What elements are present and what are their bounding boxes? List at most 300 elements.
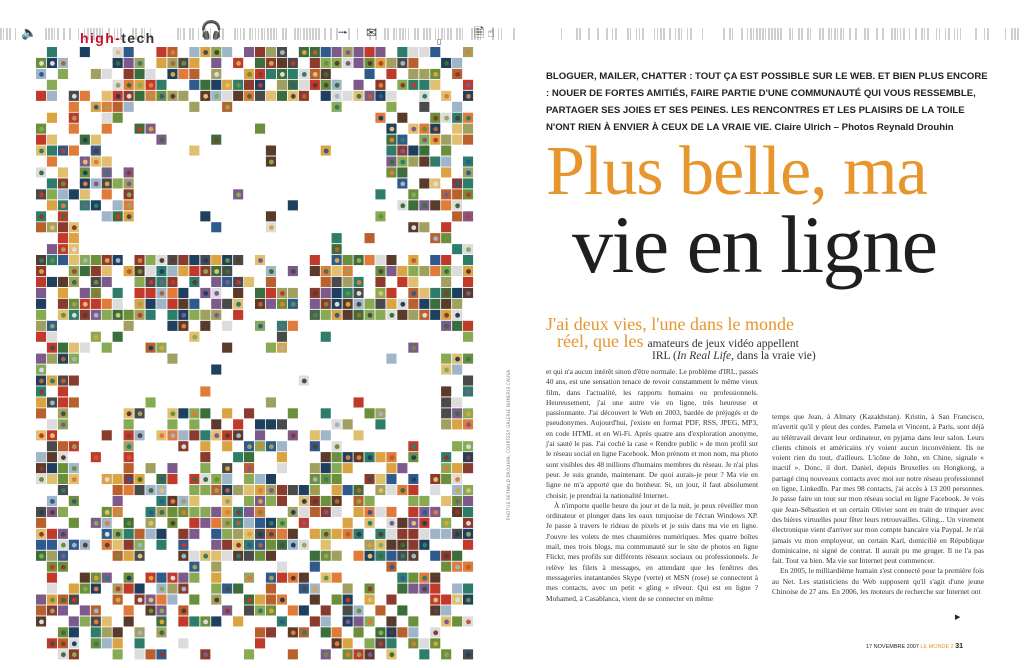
mosaic-tile — [233, 529, 243, 539]
mosaic-tile-detail — [357, 609, 362, 614]
mosaic-tile-detail — [455, 565, 460, 570]
mosaic-tile — [113, 299, 123, 309]
mosaic-tile-detail — [258, 532, 263, 537]
mosaic-tile-detail — [422, 138, 427, 143]
mosaic-tile — [397, 167, 407, 177]
mosaic-tile — [452, 211, 462, 221]
mosaic-tile — [47, 529, 57, 539]
mosaic-tile — [156, 529, 166, 539]
mosaic-tile-detail — [335, 94, 340, 99]
mosaic-tile-detail — [181, 258, 186, 263]
mosaic-tile — [36, 518, 46, 528]
mosaic-tile-detail — [411, 127, 416, 132]
mosaic-tile — [430, 485, 440, 495]
mosaic-tile — [419, 288, 429, 298]
mosaic-tile — [343, 518, 353, 528]
mosaic-tile-detail — [214, 291, 219, 296]
mosaic-tile-detail — [258, 83, 263, 88]
mosaic-tile-detail — [171, 280, 176, 285]
mosaic-tile — [69, 233, 79, 243]
mosaic-tile-detail — [269, 269, 274, 274]
mosaic-tile-detail — [335, 105, 340, 110]
mosaic-tile — [47, 474, 57, 484]
mosaic-tile-detail — [455, 72, 460, 77]
mosaic-tile-detail — [466, 192, 471, 197]
mosaic-tile — [102, 343, 112, 353]
mosaic-tile — [452, 58, 462, 68]
mosaic-tile-detail — [171, 499, 176, 504]
mosaic-tile — [211, 584, 221, 594]
mosaic-tile-detail — [444, 313, 449, 318]
mosaic-tile — [47, 178, 57, 188]
mosaic-tile-detail — [39, 620, 44, 625]
mosaic-tile-detail — [324, 83, 329, 88]
mosaic-tile-detail — [39, 477, 44, 482]
mosaic-tile-detail — [116, 214, 121, 219]
mosaic-tile — [354, 507, 364, 517]
mosaic-tile-detail — [433, 598, 438, 603]
mosaic-tile — [244, 408, 254, 418]
mosaic-tile — [277, 529, 287, 539]
mosaic-tile-detail — [203, 554, 208, 559]
author-line: Claire Ulrich – Photos Reynald Drouhin — [774, 122, 954, 133]
mosaic-tile-detail — [171, 576, 176, 581]
mosaic-tile — [452, 397, 462, 407]
mosaic-tile — [452, 244, 462, 254]
mosaic-tile-detail — [411, 554, 416, 559]
mosaic-tile-detail — [313, 83, 318, 88]
mosaic-tile-detail — [105, 543, 110, 548]
mosaic-tile-detail — [39, 171, 44, 176]
mosaic-tile-detail — [346, 50, 351, 55]
mosaic-tile-detail — [368, 641, 373, 646]
mosaic-tile — [135, 584, 145, 594]
mosaic-tile-detail — [400, 149, 405, 154]
mosaic-tile-detail — [116, 61, 121, 66]
mosaic-tile — [244, 452, 254, 462]
mosaic-tile-detail — [149, 94, 154, 99]
mosaic-tile — [332, 529, 342, 539]
mosaic-tile — [266, 343, 276, 353]
mosaic-tile — [167, 419, 177, 429]
mosaic-tile — [321, 47, 331, 57]
mosaic-tile — [211, 365, 221, 375]
mosaic-tile-detail — [379, 116, 384, 121]
mosaic-tile — [233, 584, 243, 594]
mosaic-tile — [222, 408, 232, 418]
mosaic-tile — [332, 485, 342, 495]
mosaic-tile — [58, 233, 68, 243]
mosaic-tile — [91, 255, 101, 265]
mosaic-tile-detail — [280, 335, 285, 340]
mosaic-tile-detail — [116, 83, 121, 88]
mosaic-tile-detail — [400, 138, 405, 143]
mosaic-tile — [113, 485, 123, 495]
mosaic-tile — [167, 299, 177, 309]
mosaic-tile — [178, 573, 188, 583]
mosaic-tile — [80, 189, 90, 199]
mosaic-tile — [463, 255, 473, 265]
mosaic-tile-detail — [379, 214, 384, 219]
mosaic-tile-detail — [379, 411, 384, 416]
mosaic-tile-detail — [346, 598, 351, 603]
mosaic-tile — [321, 452, 331, 462]
mosaic-tile-detail — [61, 488, 66, 493]
mosaic-tile-detail — [324, 61, 329, 66]
mosaic-tile-detail — [160, 499, 165, 504]
mosaic-tile-detail — [455, 510, 460, 515]
mosaic-tile — [91, 266, 101, 276]
mosaic-tile-detail — [72, 225, 77, 230]
mosaic-tile-detail — [346, 532, 351, 537]
mosaic-tile-detail — [302, 72, 307, 77]
mosaic-tile-detail — [105, 171, 110, 176]
mosaic-tile — [386, 507, 396, 517]
mosaic-tile — [397, 310, 407, 320]
mosaic-tile — [332, 551, 342, 561]
mosaic-tile — [124, 540, 134, 550]
mosaic-tile-detail — [280, 50, 285, 55]
mosaic-tile — [277, 80, 287, 90]
mosaic-tile — [233, 616, 243, 626]
mosaic-tile-detail — [400, 576, 405, 581]
mosaic-tile — [222, 343, 232, 353]
mosaic-tile-detail — [214, 433, 219, 438]
mosaic-tile — [146, 266, 156, 276]
mosaic-tile-detail — [400, 543, 405, 548]
mosaic-tile — [102, 277, 112, 287]
mosaic-tile-detail — [368, 543, 373, 548]
mosaic-tile — [146, 397, 156, 407]
mosaic-tile — [233, 310, 243, 320]
mosaic-tile-detail — [236, 280, 241, 285]
mosaic-tile-detail — [247, 543, 252, 548]
mosaic-tile-detail — [50, 61, 55, 66]
mosaic-tile-detail — [160, 609, 165, 614]
mosaic-tile — [419, 102, 429, 112]
mosaic-tile-detail — [214, 269, 219, 274]
mosaic-tile — [189, 310, 199, 320]
mosaic-tile-detail — [357, 280, 362, 285]
mosaic-tile — [244, 277, 254, 287]
mosaic-tile — [430, 255, 440, 265]
mosaic-tile — [441, 167, 451, 177]
mosaic-tile — [365, 496, 375, 506]
mosaic-tile-detail — [455, 532, 460, 537]
mosaic-tile — [419, 266, 429, 276]
mosaic-tile-detail — [466, 532, 471, 537]
mosaic-tile-detail — [116, 94, 121, 99]
mosaic-tile-detail — [269, 576, 274, 581]
mosaic-tile — [343, 463, 353, 473]
mosaic-tile — [441, 200, 451, 210]
mosaic-tile-detail — [269, 532, 274, 537]
mosaic-tile-detail — [50, 587, 55, 592]
mosaic-tile — [463, 584, 473, 594]
mosaic-tile-detail — [39, 368, 44, 373]
mosaic-tile — [408, 529, 418, 539]
mosaic-tile-detail — [335, 422, 340, 427]
mosaic-tile-detail — [302, 630, 307, 635]
mosaic-tile — [36, 91, 46, 101]
folio-page-number: 31 — [955, 643, 964, 650]
mosaic-tile-detail — [225, 83, 230, 88]
mosaic-tile — [58, 397, 68, 407]
mosaic-tile — [277, 573, 287, 583]
mosaic-tile — [321, 408, 331, 418]
mosaic-tile-detail — [400, 554, 405, 559]
mosaic-tile — [244, 551, 254, 561]
mosaic-tile-detail — [390, 313, 395, 318]
mosaic-tile-detail — [269, 225, 274, 230]
mosaic-tile — [113, 649, 123, 659]
mosaic-tile — [189, 419, 199, 429]
mosaic-tile — [244, 485, 254, 495]
lead-line-3: IRL (In Real Life, dans la vraie vie) — [652, 350, 816, 362]
mosaic-tile-detail — [72, 269, 77, 274]
mosaic-tile-detail — [138, 433, 143, 438]
mosaic-tile-detail — [50, 324, 55, 329]
intro-text: BLOGUER, MAILER, CHATTER : TOUT ÇA EST POSSIBLE SUR LE WEB. ET BIEN PLUS ENCORE : NOUER DE FORTES AMITIÉS, FAIRE PARTIE D'UNE COMMUNAUTÉ QUI VOUS RESSEMBLE, PARTAGER SES JOIES ET SES PEINES. LES RENCONTRES ET LES PLAISIRS DE LA TOILE N'ONT RIEN À ENVIER À CEUX DE LA VRAIE VIE. — [546, 71, 988, 133]
mosaic-tile-detail — [39, 532, 44, 537]
mosaic-tile-detail — [203, 269, 208, 274]
mosaic-tile — [69, 343, 79, 353]
mosaic-tile-detail — [160, 488, 165, 493]
mosaic-tile-detail — [116, 258, 121, 263]
mosaic-tile — [200, 441, 210, 451]
mosaic-tile — [178, 430, 188, 440]
mosaic-tile — [255, 518, 265, 528]
mosaic-tile-detail — [433, 182, 438, 187]
mosaic-tile — [124, 551, 134, 561]
mosaic-tile — [167, 288, 177, 298]
mosaic-tile — [222, 529, 232, 539]
mosaic-tile-detail — [94, 182, 99, 187]
mosaic-tile — [452, 266, 462, 276]
mosaic-tile-detail — [50, 346, 55, 351]
mosaic-tile — [408, 47, 418, 57]
mosaic-tile-detail — [466, 444, 471, 449]
mosaic-tile-detail — [225, 269, 230, 274]
mosaic-tile — [288, 529, 298, 539]
mosaic-tile — [200, 321, 210, 331]
mosaic-tile-detail — [444, 116, 449, 121]
mosaic-tile — [124, 69, 134, 79]
mosaic-tile — [288, 288, 298, 298]
mosaic-tile — [310, 299, 320, 309]
mosaic-tile-detail — [116, 598, 121, 603]
mosaic-tile-detail — [368, 313, 373, 318]
mosaic-tile-detail — [181, 313, 186, 318]
mosaic-tile — [58, 605, 68, 615]
mosaic-tile-detail — [258, 609, 263, 614]
mosaic-tile — [386, 485, 396, 495]
mosaic-tile-detail — [61, 357, 66, 362]
mosaic-tile — [47, 551, 57, 561]
mosaic-tile — [211, 551, 221, 561]
mosaic-tile-detail — [50, 379, 55, 384]
mosaic-tile-detail — [94, 335, 99, 340]
mosaic-tile — [430, 529, 440, 539]
mosaic-tile — [288, 321, 298, 331]
mosaic-tile — [124, 616, 134, 626]
mosaic-tile — [189, 529, 199, 539]
mosaic-tile — [189, 616, 199, 626]
mosaic-tile-detail — [247, 94, 252, 99]
mosaic-tile-detail — [368, 620, 373, 625]
mosaic-tile — [36, 277, 46, 287]
article-intro — [546, 68, 991, 136]
mosaic-tile-detail — [466, 565, 471, 570]
mosaic-tile-detail — [411, 192, 416, 197]
mosaic-tile-detail — [138, 554, 143, 559]
mosaic-tile-detail — [368, 455, 373, 460]
mosaic-tile-detail — [138, 630, 143, 635]
rubric-dash: - — [115, 30, 122, 46]
mosaic-tile — [386, 102, 396, 112]
mosaic-tile — [430, 299, 440, 309]
mosaic-tile-detail — [127, 214, 132, 219]
mosaic-tile — [386, 91, 396, 101]
mosaic-tile — [343, 419, 353, 429]
mosaic-tile — [310, 595, 320, 605]
mosaic-tile — [189, 573, 199, 583]
mosaic-tile — [80, 573, 90, 583]
mosaic-tile-detail — [324, 302, 329, 307]
mosaic-tile — [408, 58, 418, 68]
mosaic-tile — [200, 408, 210, 418]
mosaic-tile-detail — [346, 302, 351, 307]
mosaic-tile-detail — [127, 576, 132, 581]
mosaic-tile-detail — [160, 433, 165, 438]
mosaic-tile — [178, 69, 188, 79]
mosaic-tile-detail — [357, 258, 362, 263]
mosaic-tile — [69, 397, 79, 407]
mosaic-tile-detail — [346, 620, 351, 625]
mosaic-tile-detail — [61, 247, 66, 252]
mosaic-tile-detail — [444, 94, 449, 99]
usb-icon: ⭬ — [338, 26, 348, 41]
mosaic-tile — [441, 397, 451, 407]
mosaic-tile-detail — [400, 160, 405, 165]
mosaic-tile-detail — [225, 609, 230, 614]
mosaic-tile — [200, 452, 210, 462]
mosaic-tile — [36, 397, 46, 407]
mosaic-tile-detail — [258, 72, 263, 77]
mosaic-tile — [244, 474, 254, 484]
mosaic-tile — [430, 47, 440, 57]
mosaic-tile-detail — [280, 72, 285, 77]
mosaic-tile-detail — [61, 422, 66, 427]
mosaic-tile-detail — [466, 598, 471, 603]
mosaic-tile-detail — [160, 510, 165, 515]
mosaic-tile — [47, 135, 57, 145]
mosaic-tile — [135, 649, 145, 659]
mosaic-tile — [343, 638, 353, 648]
mosaic-tile — [47, 463, 57, 473]
mosaic-tile-detail — [160, 477, 165, 482]
folio-magazine: LE MONDE 2 — [920, 644, 954, 650]
mosaic-tile — [386, 595, 396, 605]
mosaic-tile-detail — [313, 499, 318, 504]
mosaic-tile-detail — [203, 477, 208, 482]
mosaic-tile — [222, 91, 232, 101]
mosaic-tile-detail — [466, 411, 471, 416]
mosaic-tile-detail — [411, 346, 416, 351]
mosaic-tile — [332, 266, 342, 276]
mosaic-tile-detail — [433, 127, 438, 132]
mosaic-tile-detail — [258, 543, 263, 548]
mosaic-tile — [36, 452, 46, 462]
mosaic-tile — [113, 627, 123, 637]
mosaic-tile-detail — [269, 61, 274, 66]
mosaic-tile-detail — [444, 192, 449, 197]
mosaic-tile-detail — [390, 127, 395, 132]
mosaic-tile — [463, 463, 473, 473]
mosaic-tile — [102, 124, 112, 134]
mosaic-tile-detail — [50, 433, 55, 438]
mosaic-tile — [222, 47, 232, 57]
mosaic-tile-detail — [61, 455, 66, 460]
mosaic-tile-detail — [116, 50, 121, 55]
mosaic-tile-detail — [72, 357, 77, 362]
mosaic-tile-detail — [411, 291, 416, 296]
mosaic-tile — [386, 540, 396, 550]
mosaic-tile — [124, 605, 134, 615]
mosaic-tile-detail — [313, 313, 318, 318]
mosaic-tile-detail — [444, 598, 449, 603]
mosaic-tile-detail — [302, 521, 307, 526]
mosaic-tile-detail — [171, 521, 176, 526]
mosaic-tile — [244, 507, 254, 517]
mosaic-tile-detail — [171, 258, 176, 263]
mosaic-tile-detail — [455, 477, 460, 482]
mosaic-tile — [463, 507, 473, 517]
mosaic-tile-detail — [466, 94, 471, 99]
mosaic-tile — [277, 58, 287, 68]
mosaic-tile — [189, 266, 199, 276]
mosaic-tile-detail — [127, 411, 132, 416]
hand-icon: ☝ — [487, 26, 495, 41]
mosaic-tile-detail — [83, 543, 88, 548]
mosaic-tile — [69, 102, 79, 112]
mosaic-tile-detail — [138, 411, 143, 416]
mosaic-tile — [375, 47, 385, 57]
mosaic-tile-detail — [61, 532, 66, 537]
mosaic-tile-detail — [455, 203, 460, 208]
lead-line-2-black: amateurs de jeux vidéo appellent — [647, 338, 799, 350]
mosaic-tile-detail — [455, 411, 460, 416]
mosaic-tile — [47, 573, 57, 583]
mosaic-tile-detail — [422, 203, 427, 208]
mosaic-tile-detail — [444, 291, 449, 296]
mosaic-tile — [463, 496, 473, 506]
mosaic-tile-detail — [411, 641, 416, 646]
mosaic-tile-detail — [94, 280, 99, 285]
mosaic-tile — [80, 266, 90, 276]
mosaic-tile — [365, 255, 375, 265]
mosaic-tile-detail — [455, 488, 460, 493]
mosaic-tile-detail — [258, 258, 263, 263]
mosaic-tile-detail — [181, 499, 186, 504]
mosaic-tile — [386, 638, 396, 648]
mosaic-tile — [332, 277, 342, 287]
mosaic-tile-detail — [127, 455, 132, 460]
mosaic-tile — [36, 605, 46, 615]
mosaic-tile-detail — [444, 521, 449, 526]
mosaic-tile-detail — [83, 346, 88, 351]
mosaic-tile-detail — [466, 620, 471, 625]
